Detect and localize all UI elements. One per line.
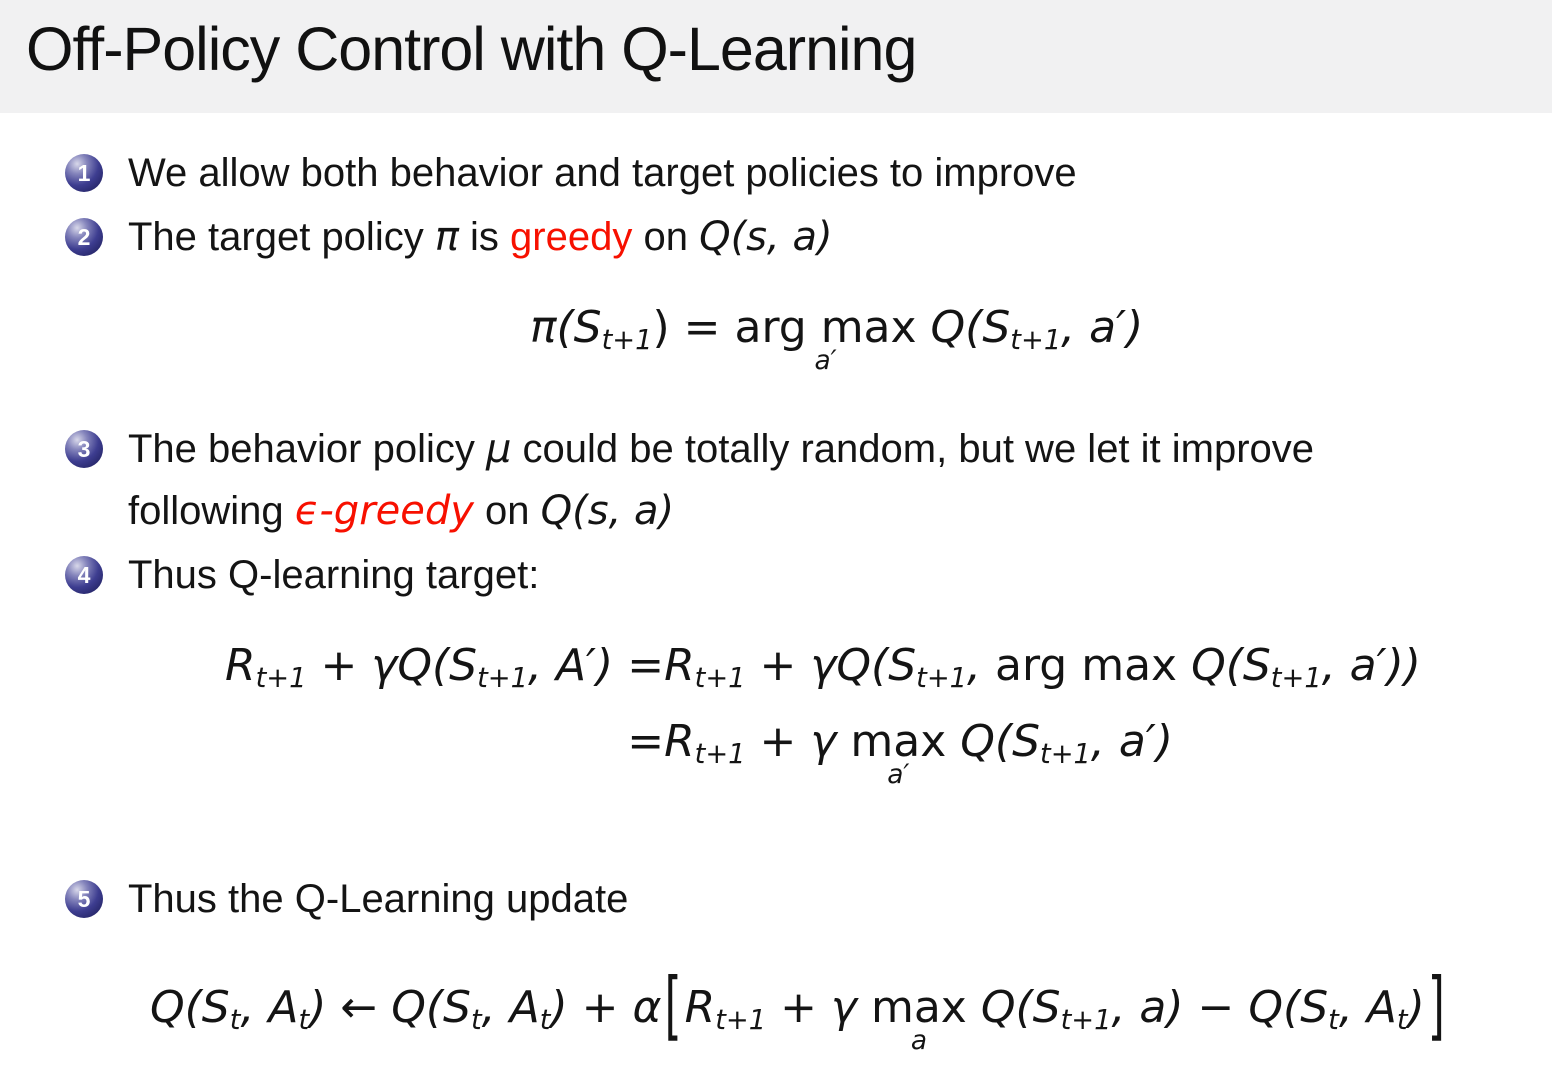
- math-token: + γ: [766, 982, 871, 1033]
- math-token: max: [850, 716, 947, 767]
- bullet-1-label: We allow both behavior and target policies to improve: [128, 151, 1077, 195]
- bullet-4-text: [128, 544, 539, 606]
- text-run: The target policy: [128, 215, 435, 259]
- math-token: , A: [240, 982, 299, 1033]
- math-token: , a′)): [1321, 640, 1421, 691]
- math-token: , a′): [1090, 716, 1173, 767]
- math-token: arg max: [734, 302, 917, 353]
- math-token: ) =: [652, 302, 735, 353]
- text-run: following: [128, 489, 295, 533]
- math-token: ) + α: [550, 982, 662, 1033]
- math-token: , A′): [527, 640, 628, 691]
- math-token: + γQ(S: [306, 640, 478, 691]
- math-qsa: Q(s, a): [540, 488, 675, 534]
- bullet-3-line-1: [128, 418, 1314, 480]
- math-subscript: t+1: [916, 662, 968, 694]
- equation-q-learning-target: [225, 636, 1421, 791]
- math-token: R: [225, 640, 256, 691]
- math-token: + γQ(S: [745, 640, 917, 691]
- math-token: π(S: [530, 302, 602, 353]
- math-token: , A: [481, 982, 540, 1033]
- argmax-operator: arg max: [995, 640, 1178, 691]
- math-token: , a) − Q(S: [1111, 982, 1329, 1033]
- equals-sign: =: [627, 640, 665, 691]
- math-subscript: t+1: [1040, 738, 1091, 770]
- text-run: on: [632, 215, 700, 259]
- max-underscript: a′: [887, 759, 910, 791]
- bullet-1-badge: 1: [65, 154, 103, 192]
- bullet-4: [65, 544, 1525, 606]
- text-run: on: [473, 489, 541, 533]
- left-bracket: [: [664, 962, 682, 1050]
- bullet-5-text: [128, 868, 628, 930]
- bullet-5-label: Thus the Q-Learning update: [128, 877, 629, 921]
- bullet-3-text: [128, 418, 1314, 542]
- bullet-3-line-2: [128, 480, 1314, 542]
- text-run: is: [458, 215, 511, 259]
- math-subscript: t+1: [1060, 1004, 1112, 1036]
- math-token: R: [664, 716, 695, 767]
- bullet-1-text: [128, 142, 1077, 204]
- math-subscript: t+1: [694, 738, 746, 770]
- math-subscript: t: [298, 1004, 310, 1036]
- bullet-2-text: [128, 206, 833, 268]
- math-token: max: [870, 982, 967, 1033]
- math-token: Q(S: [1177, 640, 1271, 691]
- math-subscript: t+1: [255, 662, 307, 694]
- math-subscript: t: [229, 1004, 241, 1036]
- math-subscript: t+1: [477, 662, 528, 694]
- math-subscript: t: [470, 1004, 482, 1036]
- text-run: The behavior policy: [128, 427, 486, 471]
- math-token: R: [664, 640, 695, 691]
- right-bracket: ]: [1427, 962, 1445, 1050]
- target-row1-right: [627, 636, 1421, 712]
- math-token: Q(S: [946, 716, 1040, 767]
- equation-q-learning-update: [150, 962, 1448, 1057]
- math-token: , a′): [1061, 302, 1144, 353]
- bullet-5-badge: 5: [65, 880, 103, 918]
- slide-title: Off-Policy Control with Q-Learning: [26, 15, 917, 83]
- bullet-4-label: Thus Q-learning target:: [128, 553, 540, 597]
- math-subscript: t+1: [694, 662, 746, 694]
- math-token: , A: [1338, 982, 1397, 1033]
- text-run: could be totally random, but we let it improve: [511, 427, 1315, 471]
- slide-header-bar: [0, 0, 1552, 113]
- bullet-5: [65, 868, 1525, 930]
- math-subscript: t+1: [601, 324, 653, 356]
- argmax-operator: [734, 298, 917, 377]
- bullet-2: [65, 206, 1525, 268]
- max-underscript: a: [910, 1025, 927, 1057]
- math-subscript: t: [1396, 1004, 1408, 1036]
- argmax-underscript: a′: [814, 345, 837, 377]
- alert-greedy: greedy: [510, 215, 633, 259]
- math-subscript: t+1: [1010, 324, 1062, 356]
- math-subscript: t+1: [715, 1004, 767, 1036]
- left-arrow: ) ← Q(S: [309, 982, 471, 1033]
- equals-sign: =: [627, 716, 665, 767]
- max-operator: [850, 712, 947, 791]
- pi-symbol: π: [434, 214, 459, 260]
- max-operator: [870, 978, 967, 1057]
- target-row2: [627, 712, 1421, 791]
- math-token: Q(S: [966, 982, 1061, 1033]
- equation-greedy-policy: [530, 298, 1144, 377]
- math-token: Q(S: [150, 982, 230, 1033]
- math-subscript: t: [539, 1004, 551, 1036]
- math-token: ,: [967, 640, 996, 691]
- math-subscript: t+1: [1270, 662, 1322, 694]
- math-qsa: Q(s, a): [699, 214, 833, 260]
- bullet-1: [65, 142, 1525, 204]
- math-token: R: [684, 982, 716, 1033]
- target-row2-spacer: [225, 712, 627, 788]
- math-token: ): [1407, 982, 1425, 1033]
- math-subscript: t: [1328, 1004, 1339, 1036]
- mu-symbol: μ: [485, 426, 512, 472]
- bullet-2-badge: 2: [65, 218, 103, 256]
- bullet-3-badge: 3: [65, 430, 103, 468]
- math-token: + γ: [745, 716, 851, 767]
- bullet-4-badge: 4: [65, 556, 103, 594]
- math-token: Q(S: [916, 302, 1011, 353]
- bullet-3: [65, 418, 1525, 542]
- alert-epsilon-greedy: ϵ-greedy: [294, 488, 474, 534]
- target-row1-left: [225, 636, 627, 712]
